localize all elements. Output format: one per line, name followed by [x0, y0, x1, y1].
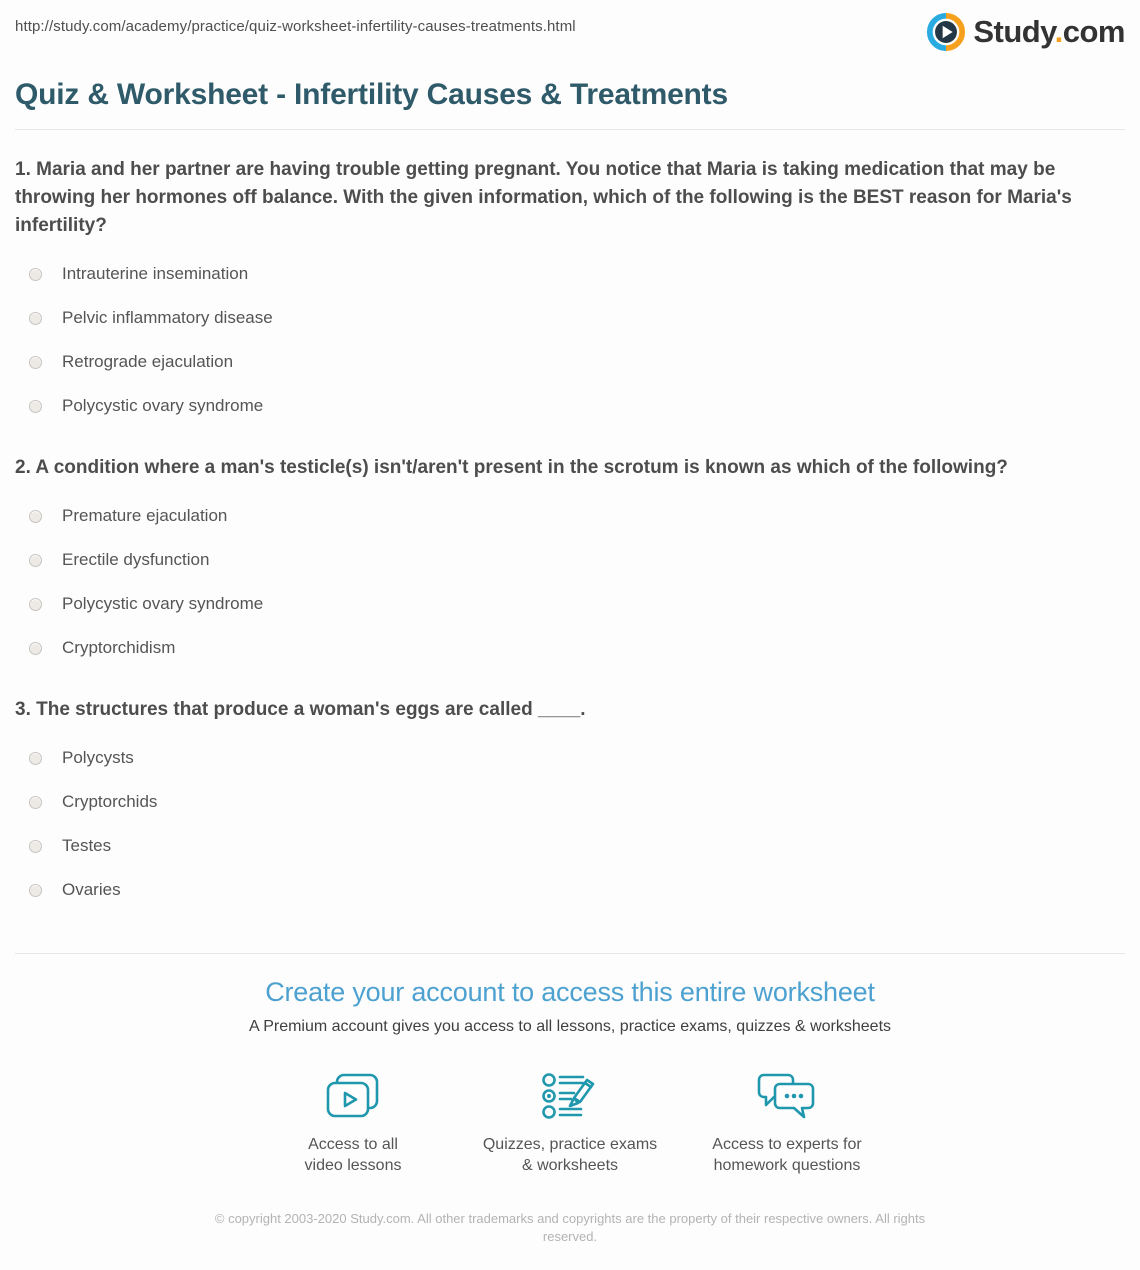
question-1 — [15, 156, 1125, 428]
question-text: 2. A condition where a man's testicle(s) isn't/aren't present in the scrotum is known as which of the following? — [15, 457, 1008, 478]
radio-button[interactable] — [29, 268, 42, 281]
answer-option[interactable] — [15, 824, 1125, 868]
option-label: Erectile dysfunction — [62, 550, 210, 569]
page-url: http://study.com/academy/practice/quiz-worksheet-infertility-causes-treatments.html — [15, 18, 576, 35]
radio-button[interactable] — [29, 510, 42, 523]
answer-option[interactable] — [15, 868, 1125, 912]
answer-option[interactable] — [15, 582, 1125, 626]
copyright-notice: © copyright 2003-2020 Study.com. All other trademarks and copyrights are the property of their respective owners. All rights reserved. — [214, 1211, 926, 1244]
radio-button[interactable] — [29, 840, 42, 853]
question-2 — [15, 454, 1125, 670]
video-lessons-icon — [324, 1070, 382, 1124]
option-label: Premature ejaculation — [62, 506, 228, 525]
option-label: Polycystic ovary syndrome — [62, 594, 264, 613]
question-1-options — [15, 252, 1125, 428]
signup-heading: Create your account to access this entire worksheet — [265, 977, 875, 1007]
page-header — [0, 0, 1140, 52]
radio-button[interactable] — [29, 642, 42, 655]
signup-subheading: A Premium account gives you access to all lessons, practice exams, quizzes & worksheets — [248, 1018, 892, 1035]
feature-quizzes-worksheets — [462, 1070, 679, 1176]
feature-expert-help — [679, 1070, 896, 1176]
option-label: Polycysts — [62, 748, 134, 767]
radio-button[interactable] — [29, 356, 42, 369]
radio-button[interactable] — [29, 554, 42, 567]
answer-option[interactable] — [15, 494, 1125, 538]
answer-option[interactable] — [15, 296, 1125, 340]
divider — [15, 953, 1125, 954]
feature-label: Quizzes, practice exams & worksheets — [482, 1136, 658, 1174]
option-label: Retrograde ejaculation — [62, 352, 234, 371]
quizzes-worksheets-icon — [541, 1070, 599, 1124]
feature-video-lessons — [245, 1070, 462, 1176]
radio-button[interactable] — [29, 752, 42, 765]
logo-text: Study.com — [973, 14, 1125, 49]
studycom-logo[interactable] — [926, 12, 1125, 52]
answer-option[interactable] — [15, 252, 1125, 296]
feature-label: Access to all video lessons — [304, 1136, 402, 1174]
experts-chat-icon — [756, 1070, 818, 1124]
option-label: Pelvic inflammatory disease — [62, 308, 273, 327]
question-text: 3. The structures that produce a woman's eggs are called ____. — [15, 699, 586, 720]
quiz-body — [0, 156, 1140, 936]
option-label: Cryptorchids — [62, 792, 158, 811]
radio-button[interactable] — [29, 598, 42, 611]
studycom-play-icon — [926, 12, 966, 52]
answer-option[interactable] — [15, 538, 1125, 582]
option-label: Intrauterine insemination — [62, 264, 249, 283]
logo-dot: . — [1054, 14, 1063, 49]
radio-button[interactable] — [29, 796, 42, 809]
feature-label: Access to experts for homework questions — [712, 1136, 862, 1174]
radio-button[interactable] — [29, 400, 42, 413]
divider — [15, 129, 1125, 130]
answer-option[interactable] — [15, 780, 1125, 824]
option-label: Ovaries — [62, 880, 121, 899]
radio-button[interactable] — [29, 884, 42, 897]
signup-section — [0, 977, 1140, 1176]
page-title: Quiz & Worksheet - Infertility Causes & Treatments — [15, 78, 728, 111]
answer-option[interactable] — [15, 340, 1125, 384]
question-3 — [15, 696, 1125, 912]
option-label: Polycystic ovary syndrome — [62, 396, 264, 415]
option-label: Testes — [62, 836, 112, 855]
features-row — [0, 1070, 1140, 1176]
question-3-options — [15, 736, 1125, 912]
answer-option[interactable] — [15, 736, 1125, 780]
option-label: Cryptorchidism — [62, 638, 176, 657]
question-text: 1. Maria and her partner are having trouble getting pregnant. You notice that Maria is taking medication that may be throwing her hormones off balance. With the given information, which of the following is the BEST reason for Maria's infertility? — [15, 159, 1072, 236]
question-2-options — [15, 494, 1125, 670]
radio-button[interactable] — [29, 312, 42, 325]
answer-option[interactable] — [15, 384, 1125, 428]
answer-option[interactable] — [15, 626, 1125, 670]
